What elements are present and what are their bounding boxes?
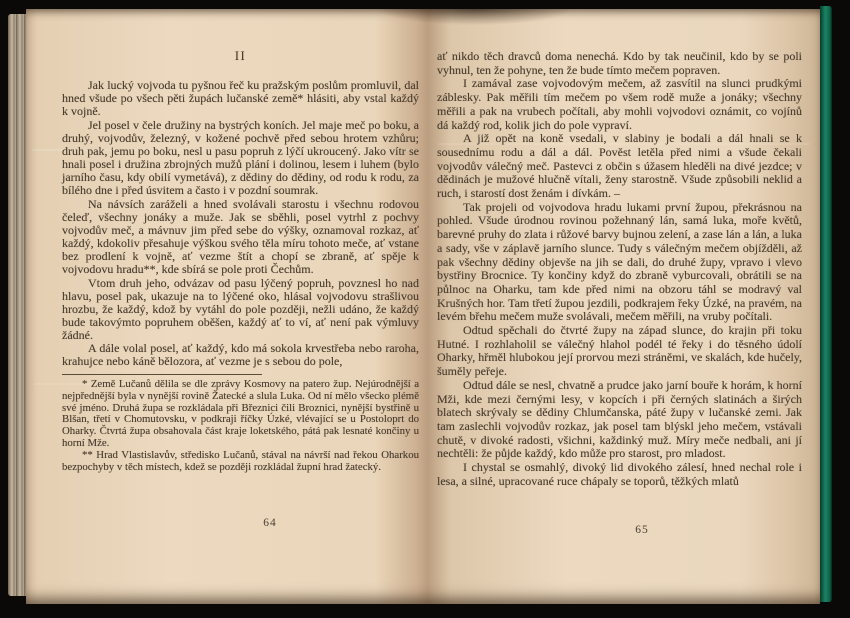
paragraph: Odtud spěchali do čtvrté župy na západ slunce, do krajin při toku Hutné. I rozhlaholil se válečný hlahol podél té řeky i do těsného údolí Oharky, hřměl hlubokou její prorvou mezi stráněmi, ve skalách, kde hučely, šuměly peřeje. — [437, 323, 802, 379]
book-cover-edge — [820, 6, 832, 602]
paragraph: A již opět na koně vsedali, v slabiny je bodali a dál hnali se k sousednímu rodu a dál a dál. Pověst letěla před nimi a všude čekali vojvodův válečný meč. Pastevci z občin s úžasem hleděli na divé jezdce; v dědinách je mužové hlučně vítali, ženy starostně. Všude způsobili neklid a ruch, i starostí dost ženám i dívkám. – — [437, 131, 802, 201]
page-number-left: 64 — [263, 517, 277, 529]
paragraph: Tak projeli od vojvodova hradu lukami první župou, překrásnou na pohled. Všude úrodnou rovinou požehnaný lán, samá luka, moře květů, barevné pruhy do zlata i růžové barvy bujnou zelení, a zase lán a lán, a luka a sady, vše v záplavě jarního slunce. Tudy s válečným mečem objížděli, až pak všechny dědiny objevše na jih se dali, do druhé župy, vpravo i vlevo bystřiny Brocnice. Ty končiny když do zbraně vyburcovali, obrátili se na půlnoc na Oharku, tam kde před nimi na obzoru táhl se modravý val Krušných hor. Tam třetí župou jezdili, podkrajem řeky Úzké, na pravém, na levém břehu mečem muže svolávali, mečem měřili, na vruby počítali. — [437, 199, 802, 324]
paragraph: Na návsích zaráželi a hned svolávali starostu i všechnu rodovou čeleď, všechny jonáky a muže. Jak se sběhli, posel vytrhl z pochvy vojvodův meč, a mávnuv jim před sebe do výšky, oznamoval rozkaz, ať každý, kdokoliv přesahuje výškou svého těla míru tohoto meče, ať vstane bez prodlení k vojně, ať vezme štít a chopí se zbraně, ať spěje k vojvodovu hradu**, kde sbírá se pole proti Čechům. — [62, 196, 419, 277]
footnotes — [62, 374, 419, 475]
paragraph: A dále volal posel, ať každý, kdo má sokola krvestřeba nebo raroha, krahujce nebo káně bělozora, ať vezme je s sebou do pole, — [62, 341, 419, 369]
footnote-rule — [62, 374, 262, 375]
chapter-heading: II — [234, 49, 247, 63]
right-page-text — [437, 50, 802, 489]
paragraph: Jel posel v čele družiny na bystrých koních. Jel maje meč po boku, a druhý, vojvodův, železný, v kožené pochvě před sebou hrotem vzhůru; druh pak, jemu po boku, nesl u pasu popruh z lýčí ukroucený. Jako vítr se hnali posel i družina zbrojných mužů plání i dolinou, lesem i luhem (bylo jarního času, kdy obilí vymetává), z dědiny do dědiny, od rodu k rodu, za bílého dne i před úsvitem a často i v pozdní soumrak. — [62, 117, 419, 198]
left-page-text — [62, 50, 419, 474]
paragraph: ať nikdo těch dravců doma nenechá. Kdo by tak neučinil, kdo by se poli vyhnul, ten že pohyne, ten že bude tímto mečem popraven. — [437, 49, 802, 77]
paragraph: I zamával zase vojvodovým mečem, až zasvítil na slunci prudkými záblesky. Pak měřili tím mečem po všem rodě muže a jonáky; všechny měřili a pak na vrubech počítali, aby mohli vojvodovi oznámit, co vojínů dá každý rod, kolik jich do pole vypraví. — [437, 76, 802, 132]
footnote: * Země Lučanů dělila se dle zprávy Kosmovy na patero žup. Nejúrodnější a nejpřednější byla v nynější rovině Žatecké a slula Luka. Od ní mělo všecko plémě své jméno. Druhá župa se rozkládala při Březnici čili Broznici, nynější bystřině u Blšan, třetí v Chomutovsku, v podkraji říčky Úzké, vlévající se u Postoloprt do Oharky. Čtvrtá župa obsahovala část kraje loketského, pátá pak lesnaté končiny u horní Mže. — [62, 377, 419, 450]
page-number-right: 65 — [635, 524, 649, 536]
paragraph: Jak lucký vojvoda tu pyšnou řeč ku pražským poslům promluvil, dal hned všude po všech pěti župách lučanské země* hlásiti, aby vstal každý k vojně. — [62, 78, 419, 119]
footnote: ** Hrad Vlastislavův, středisko Lučanů, stával na návrší nad řekou Oharkou bezpochyby v těch místech, kdež se později rozkládal župní hrad žatecký. — [62, 449, 419, 474]
left-page — [26, 9, 428, 604]
paragraph: Odtud dále se nesl, chvatně a prudce jako jarní bouře k horám, k horní Mži, kde mezi černými lesy, v kopcích i při černých slatinách a širých blatech skrývaly se dědiny Chlumčanska, páté župy v lučanské zemi. Jak tam zaslechli vojvodův rozkaz, jak posel tam blýskl jeho mečem, vstávali chutě, v divoké radosti, všichni, každinký muž. Míry meče nedbali, ani jí nechtěli: že půjde každý, kdo může pro starost, pro mladost. — [437, 377, 802, 461]
paragraph: Vtom druh jeho, odvázav od pasu lýčený popruh, povznesl ho nad hlavu, posel pak, ukazuje na to lýčené oko, hlásal vojvodovu strašlivou hrozbu, že každý, kdož by vytáhl do pole později, nežli udáno, že každý bude takovýmto popruhem oběšen, každý ať to ví, ať není pak výmluvy žádné. — [62, 275, 419, 343]
paragraph: I chystal se osmahlý, divoký lid divokého zálesí, hned nechal role i lesa, a silné, upracované ruce chápaly se toporů, těžkých mlatů — [437, 460, 802, 488]
right-page — [428, 9, 820, 604]
